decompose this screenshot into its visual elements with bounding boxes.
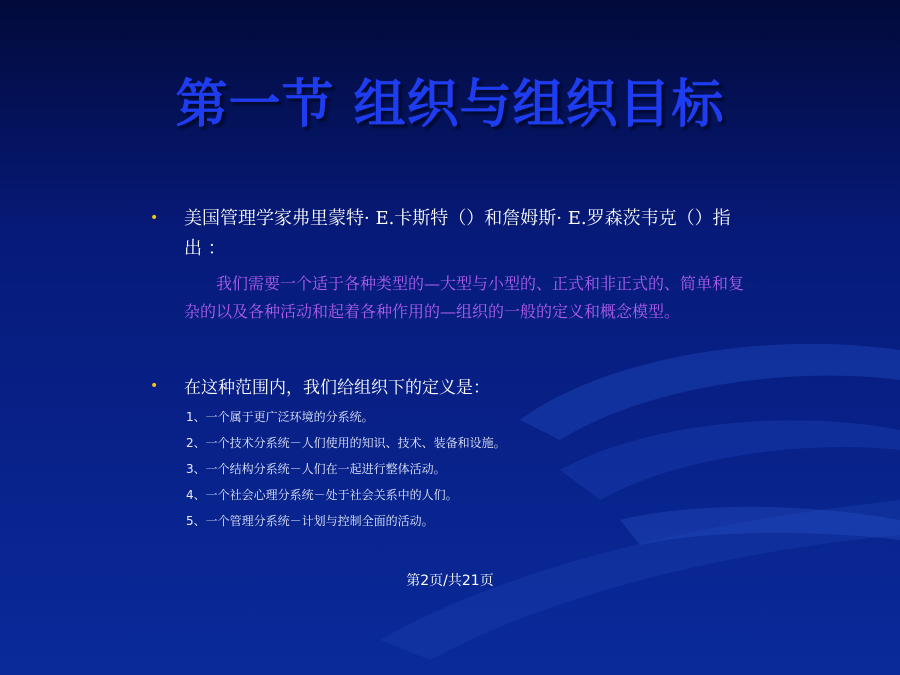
list-item: 3、一个结构分系统－人们在一起进行整体活动。 (186, 462, 446, 476)
list-item: 1、一个属于更广泛环境的分系统。 (186, 410, 374, 424)
quote-text-body: 我们需要一个适于各种类型的—大型与小型的、正式和非正式的、简单和复杂的以及各种活动和起着各种作用的—组织的一般的定义和概念模型。 (184, 274, 745, 321)
bullet-1-text: 美国管理学家弗里蒙特· E.卡斯特（）和詹姆斯· E.罗森茨韦克（）指出 ： (184, 208, 731, 259)
list-item: 4、一个社会心理分系统－处于社会关系中的人们。 (186, 488, 458, 502)
bullet-marker: • (150, 378, 159, 394)
quote-text (184, 270, 744, 326)
list-item: 5、一个管理分系统－计划与控制全面的活动。 (186, 514, 434, 528)
slide-title: 第一节 组织与组织目标 (175, 75, 725, 135)
page-number-footer: 第2页/共21页 (406, 573, 494, 589)
bullet-2-text: 在这种范围内，我们给组织下的定义是： (184, 378, 490, 398)
bullet-marker: • (150, 210, 159, 226)
list-item: 2、一个技术分系统－人们使用的知识、技术、装备和设施。 (186, 436, 506, 450)
definition-list (186, 404, 506, 534)
